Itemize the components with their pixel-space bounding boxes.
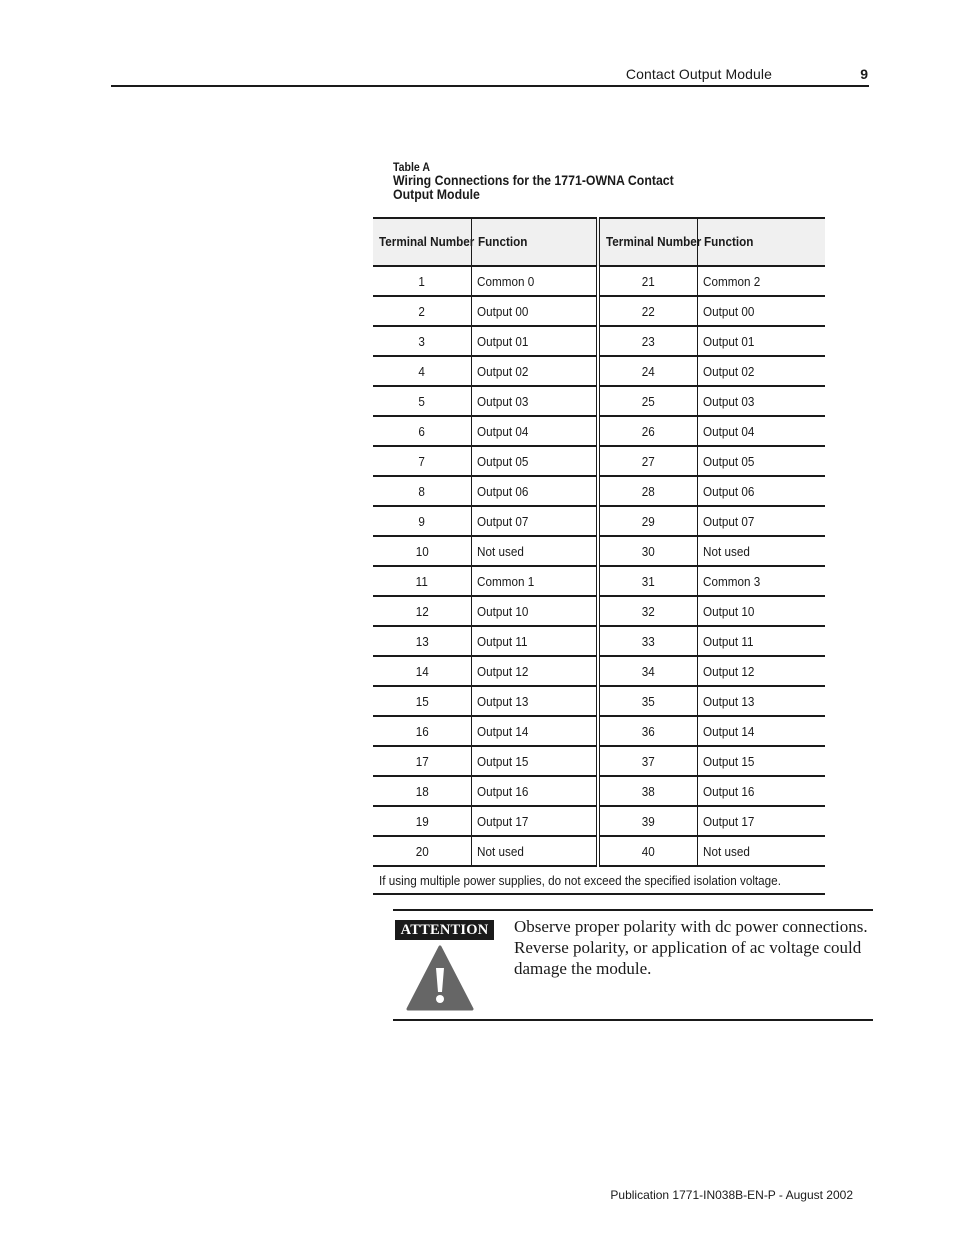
function-cell: Not used (697, 836, 825, 866)
function-cell: Output 14 (697, 716, 825, 746)
table-row (373, 536, 825, 566)
terminal-number-cell: 4 (373, 356, 471, 386)
terminal-number-cell: 34 (598, 656, 697, 686)
terminal-number-cell: 12 (373, 596, 471, 626)
terminal-number-cell: 17 (373, 746, 471, 776)
table-row (373, 416, 825, 446)
terminal-number-cell: 20 (373, 836, 471, 866)
terminal-number-cell: 23 (598, 326, 697, 356)
table-row (373, 386, 825, 416)
column-header-terminal-number: Terminal Number (598, 218, 697, 266)
function-cell: Output 01 (697, 326, 825, 356)
terminal-number-cell: 3 (373, 326, 471, 356)
function-cell: Not used (471, 536, 598, 566)
function-cell: Output 15 (697, 746, 825, 776)
table-footnote: If using multiple power supplies, do not exceed the specified isolation voltage. (373, 866, 825, 894)
terminal-number-cell: 28 (598, 476, 697, 506)
attention-rule-bottom (393, 1019, 873, 1021)
function-cell: Output 00 (697, 296, 825, 326)
terminal-number-cell: 21 (598, 266, 697, 296)
terminal-number-cell: 8 (373, 476, 471, 506)
table-row (373, 806, 825, 836)
function-cell: Output 02 (471, 356, 598, 386)
terminal-number-cell: 15 (373, 686, 471, 716)
table-row (373, 596, 825, 626)
page-number: 9 (860, 66, 868, 82)
terminal-number-cell: 7 (373, 446, 471, 476)
terminal-number-cell: 40 (598, 836, 697, 866)
table-row (373, 746, 825, 776)
table-row (373, 716, 825, 746)
warning-triangle-icon (406, 944, 474, 1012)
table-row (373, 626, 825, 656)
function-cell: Common 0 (471, 266, 598, 296)
terminal-number-cell: 18 (373, 776, 471, 806)
table-row (373, 566, 825, 596)
function-cell: Output 16 (471, 776, 598, 806)
function-cell: Common 1 (471, 566, 598, 596)
table-row (373, 476, 825, 506)
function-cell: Output 03 (697, 386, 825, 416)
column-header-function: Function (697, 218, 825, 266)
function-cell: Output 12 (471, 656, 598, 686)
table-row (373, 446, 825, 476)
function-cell: Output 01 (471, 326, 598, 356)
terminal-number-cell: 33 (598, 626, 697, 656)
function-cell: Not used (471, 836, 598, 866)
publication-footer: Publication 1771-IN038B-EN-P - August 2002 (610, 1188, 853, 1202)
terminal-number-cell: 14 (373, 656, 471, 686)
attention-message: Observe proper polarity with dc power connections. Reverse polarity, or application of ac voltage could damage the module. (514, 917, 868, 978)
function-cell: Output 02 (697, 356, 825, 386)
function-cell: Output 10 (471, 596, 598, 626)
terminal-number-cell: 39 (598, 806, 697, 836)
table-row (373, 686, 825, 716)
terminal-number-cell: 24 (598, 356, 697, 386)
function-cell: Output 17 (697, 806, 825, 836)
terminal-number-cell: 19 (373, 806, 471, 836)
table-row (373, 656, 825, 686)
function-cell: Output 03 (471, 386, 598, 416)
terminal-number-cell: 29 (598, 506, 697, 536)
terminal-number-cell: 25 (598, 386, 697, 416)
table-caption: Wiring Connections for the 1771-OWNA Contact Output Module (393, 172, 674, 202)
table-footnote-row (373, 866, 825, 894)
function-cell: Output 12 (697, 656, 825, 686)
table-row (373, 776, 825, 806)
table-row (373, 296, 825, 326)
attention-rule-top (393, 909, 873, 911)
function-cell: Output 11 (697, 626, 825, 656)
table-label: Table A (393, 160, 430, 174)
function-cell: Output 06 (697, 476, 825, 506)
terminal-number-cell: 30 (598, 536, 697, 566)
column-header-terminal-number: Terminal Number (373, 218, 471, 266)
function-cell: Common 3 (697, 566, 825, 596)
terminal-number-cell: 11 (373, 566, 471, 596)
terminal-number-cell: 13 (373, 626, 471, 656)
terminal-number-cell: 31 (598, 566, 697, 596)
function-cell: Output 06 (471, 476, 598, 506)
function-cell: Output 10 (697, 596, 825, 626)
function-cell: Output 05 (697, 446, 825, 476)
table-row (373, 326, 825, 356)
function-cell: Common 2 (697, 266, 825, 296)
terminal-number-cell: 22 (598, 296, 697, 326)
function-cell: Output 15 (471, 746, 598, 776)
table-header-row (373, 218, 825, 266)
table-body (373, 266, 825, 866)
table-row (373, 356, 825, 386)
terminal-number-cell: 32 (598, 596, 697, 626)
terminal-number-cell: 38 (598, 776, 697, 806)
table-row (373, 506, 825, 536)
function-cell: Output 07 (697, 506, 825, 536)
terminal-number-cell: 2 (373, 296, 471, 326)
function-cell: Output 04 (471, 416, 598, 446)
wiring-connections-table (373, 217, 825, 895)
function-cell: Output 07 (471, 506, 598, 536)
terminal-number-cell: 35 (598, 686, 697, 716)
function-cell: Output 00 (471, 296, 598, 326)
function-cell: Output 14 (471, 716, 598, 746)
attention-badge: ATTENTION (395, 920, 494, 940)
terminal-number-cell: 5 (373, 386, 471, 416)
function-cell: Output 04 (697, 416, 825, 446)
terminal-number-cell: 27 (598, 446, 697, 476)
terminal-number-cell: 10 (373, 536, 471, 566)
terminal-number-cell: 37 (598, 746, 697, 776)
function-cell: Output 05 (471, 446, 598, 476)
function-cell: Output 13 (471, 686, 598, 716)
running-header-title: Contact Output Module (625, 66, 772, 82)
function-cell: Not used (697, 536, 825, 566)
column-header-function: Function (471, 218, 598, 266)
terminal-number-cell: 36 (598, 716, 697, 746)
function-cell: Output 11 (471, 626, 598, 656)
terminal-number-cell: 26 (598, 416, 697, 446)
terminal-number-cell: 1 (373, 266, 471, 296)
header-rule (111, 85, 869, 87)
function-cell: Output 17 (471, 806, 598, 836)
terminal-number-cell: 16 (373, 716, 471, 746)
terminal-number-cell: 9 (373, 506, 471, 536)
function-cell: Output 16 (697, 776, 825, 806)
table-row (373, 266, 825, 296)
table-row (373, 836, 825, 866)
function-cell: Output 13 (697, 686, 825, 716)
terminal-number-cell: 6 (373, 416, 471, 446)
